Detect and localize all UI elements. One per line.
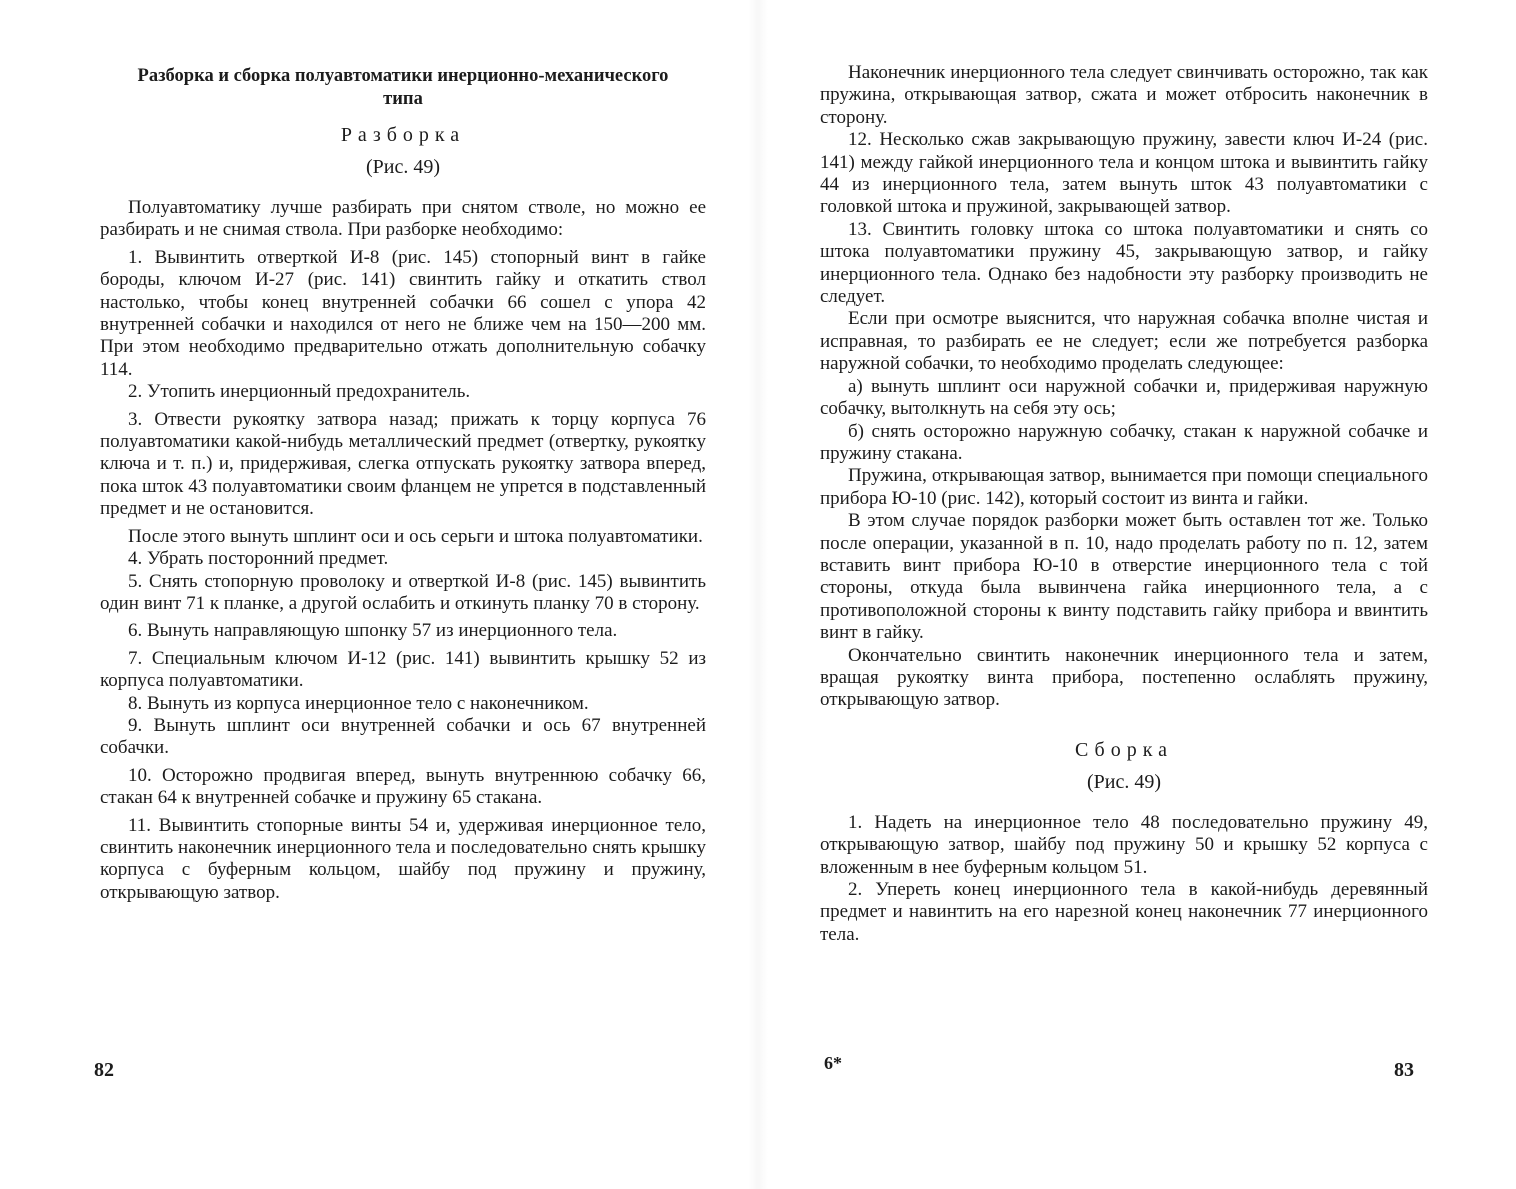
assembly-heading: Сборка — [1074, 738, 1174, 761]
signature-mark: 6* — [824, 1053, 842, 1073]
paragraph: Если при осмотре выяснится, что наружная собачка вполне чистая и исправная, то разбирать ее не следует; если же потребуется разборка наружной собачки, то необходимо проделать следующее: — [820, 308, 1428, 375]
book-gutter — [748, 0, 768, 1189]
paragraph: б) снять осторожно наружную собачку, стакан к наружной собачке и пружину стакана. — [820, 420, 1428, 464]
page-number: 82 — [94, 1059, 114, 1081]
paragraph: 7. Специальным ключом И-12 (рис. 141) вывинтить крышку 52 из корпуса полуавтоматики. — [100, 647, 706, 692]
paragraph: 11. Вывинтить стопорные винты 54 и, удерживая инерционное тело, свинтить наконечник инерционного тела и последовательно снять крышку корпуса с буферным кольцом, шайбу под пружину и пружину, открывающую затвор. — [100, 814, 706, 903]
paragraph: Окончательно свинтить наконечник инерционного тела и затем, вращая рукоятку винта прибора, постепенно ослаблять пружину, открывающую затвор. — [820, 644, 1428, 711]
paragraph: Наконечник инерционного тела следует свинчивать осторожно, так как пружина, открывающая затвор, сжата и может отбросить наконечник в сторону. — [820, 62, 1428, 128]
paragraph: 5. Снять стопорную проволоку и отверткой И-8 (рис. 145) вывинтить один винт 71 к планке, а другой ослабить и откинуть планку 70 в сторону. — [100, 570, 706, 614]
paragraph: а) вынуть шплинт оси наружной собачки и, придерживая наружную собачку, вытолкнуть на себя эту ось; — [820, 375, 1428, 420]
paragraph: После этого вынуть шплинт оси и ось серьги и штока полуавтоматики. — [128, 525, 703, 547]
figure-reference: (Рис. 49) — [365, 156, 441, 178]
paragraph: 6. Вынуть направляющую шпонку 57 из инерционного тела. — [128, 620, 618, 642]
paragraph: 9. Вынуть шплинт оси внутренней собачки и ось 67 внутренней собачки. — [100, 714, 706, 759]
figure-reference: (Рис. 49) — [1086, 770, 1162, 793]
section-title: Разборка и сборка полуавтоматики инерционно-механического типа — [137, 66, 669, 109]
paragraph: В этом случае порядок разборки может быть оставлен тот же. Только после операции, указанной в п. 10, надо проделать работу по п. 12, затем вставить винт прибора Ю-10 в отверстие инерционного тела с той стороны, откуда была вывинчена гайка инерционного тела, а с противоположной стороны к винту подставить гайку прибора и ввинтить винт в гайку. — [820, 510, 1428, 644]
paragraph: 13. Свинтить головку штока со штока полуавтоматики и снять со штока полуавтоматики пружину 45, закрывающую затвор, и гайку инерционного тела. Однако без надобности эту разборку производить не следует. — [820, 218, 1428, 308]
right-page-text-column — [820, 62, 1428, 946]
paragraph: 2. Упереть конец инерционного тела в какой-нибудь деревянный предмет и навинтить на его нарезной конец наконечник 77 инерционного тела. — [820, 879, 1428, 945]
paragraph: 10. Осторожно продвигая вперед, вынуть внутреннюю собачку 66, стакан 64 к внутренней собачке и пружину 65 стакана. — [100, 764, 706, 809]
paragraph: 2. Утопить инерционный предохранитель. — [128, 381, 471, 403]
left-page-text-column — [100, 65, 706, 904]
paragraph: Полуавтоматику лучше разбирать при снятом стволе, но можно ее разбирать и не снимая ствола. При разборке необходимо: — [100, 197, 706, 241]
paragraph: 1. Надеть на инерционное тело 48 последовательно пружину 49, открывающую затвор, шайбу под пружину 50 и крышку 52 корпуса с вложенным в нее буферным кольцом 51. — [820, 811, 1428, 878]
disassembly-heading: Разборка — [340, 124, 466, 146]
paragraph: 12. Несколько сжав закрывающую пружину, завести ключ И-24 (рис. 141) между гайкой инерционного тела и концом штока и вывинтить гайку 44 из инерционного тела, затем вынуть шток 43 полуавтоматики с головкой штока и пружиной, закрывающей затвор. — [820, 129, 1428, 218]
right-page — [758, 0, 1516, 1189]
paragraph: 3. Отвести рукоятку затвора назад; прижать к торцу корпуса 76 полуавтоматики какой-нибудь металлический предмет (отвертку, рукоятку ключа и т. п.) и, придерживая, слегка отпускать рукоятку затвора вперед, пока шток 43 полуавтоматики своим фланцем не упрется в подставленный предмет и не остановится. — [100, 408, 706, 520]
paragraph: 1. Вывинтить отверткой И-8 (рис. 145) стопорный винт в гайке бороды, ключом И-27 (рис. 141) свинтить гайку и откатить ствол настолько, чтобы конец внутренней собачки 66 сошел с упора 42 внутренней собачки и находился от него не ближе чем на 150—200 мм. При этом необходимо предварительно отжать дополнительную собачку 114. — [100, 246, 706, 380]
paragraph: 4. Убрать посторонний предмет. — [128, 548, 389, 570]
paragraph: 8. Вынуть из корпуса инерционное тело с наконечником. — [128, 692, 589, 714]
paragraph: Пружина, открывающая затвор, вынимается при помощи специального прибора Ю-10 (рис. 142), который состоит из винта и гайки. — [820, 465, 1428, 509]
page-number: 83 — [1394, 1059, 1414, 1081]
